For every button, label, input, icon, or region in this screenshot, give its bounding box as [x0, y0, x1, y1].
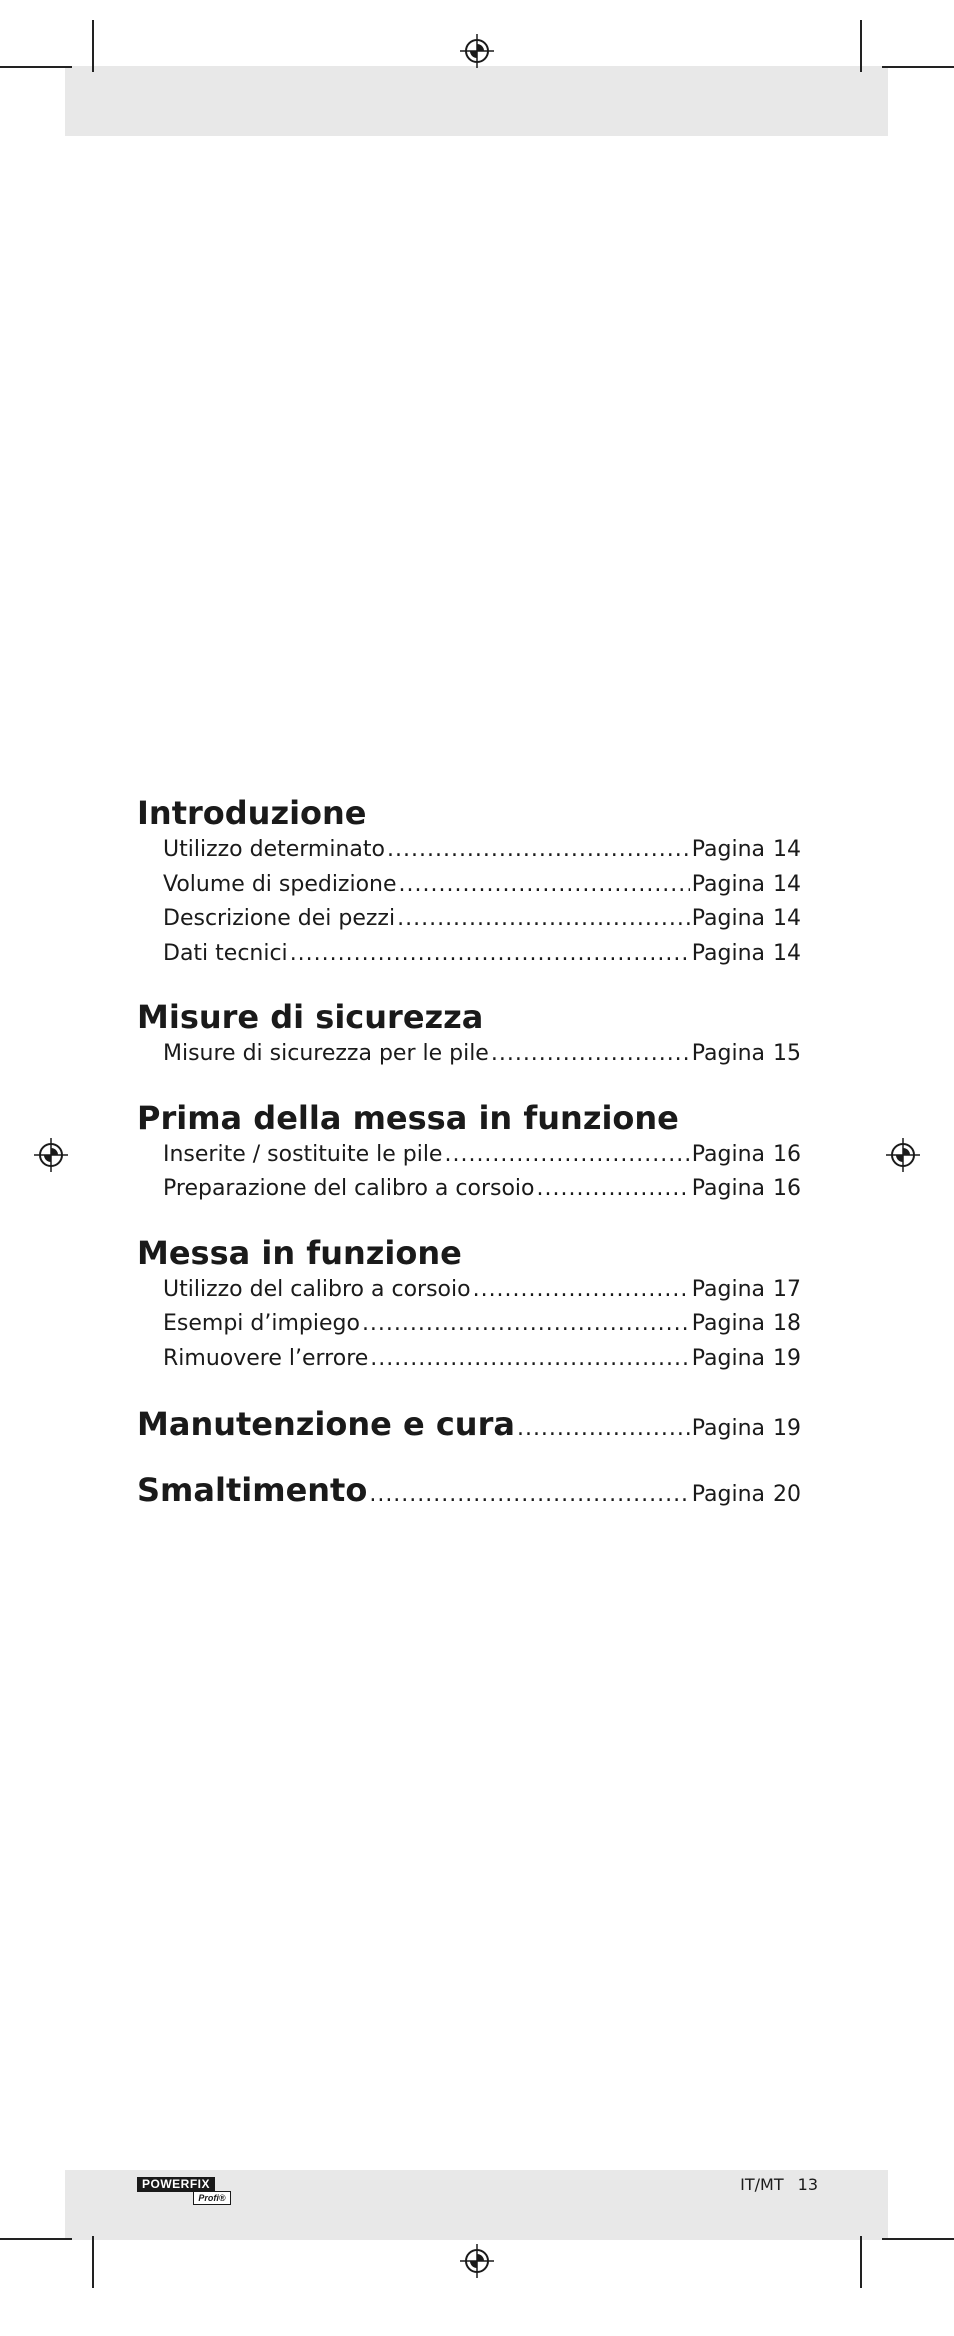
toc-entry[interactable] [163, 902, 801, 937]
leader-dots [473, 1273, 690, 1308]
toc-entry-label: Volume di spedizione [163, 871, 397, 897]
leader-dots [369, 1482, 689, 1507]
registration-mark-icon [886, 1138, 920, 1172]
page-word: Pagina [691, 1276, 765, 1302]
section-title: Prima della messa in funzione [137, 1098, 679, 1137]
table-of-contents [137, 793, 801, 1534]
leader-dots [362, 1307, 690, 1342]
logo-sub-text: Profi® [193, 2191, 231, 2205]
leader-dots [387, 833, 690, 868]
page-number: 20 [773, 1482, 801, 1507]
crop-mark [860, 2236, 862, 2288]
language-code: IT/MT [740, 2175, 784, 2194]
registration-mark-icon [34, 1138, 68, 1172]
footer-page-info [740, 2175, 818, 2194]
logo-main-text: POWERFIX [137, 2177, 215, 2192]
page-word: Pagina [691, 1416, 765, 1441]
section-title: Introduzione [137, 794, 367, 832]
page-number: 16 [773, 1176, 801, 1201]
leader-dots [491, 1037, 690, 1072]
toc-entry[interactable] [163, 1273, 801, 1308]
page-number: 18 [773, 1311, 801, 1336]
crop-mark [882, 2238, 954, 2240]
toc-entry-label: Utilizzo del calibro a corsoio [163, 1276, 471, 1302]
toc-entry-label: Dati tecnici [163, 940, 288, 966]
powerfix-logo [137, 2177, 229, 2205]
page-number: 14 [773, 940, 801, 966]
toc-entry-label: Rimuovere l’errore [163, 1345, 369, 1371]
section-title: Misure di sicurezza [137, 998, 484, 1036]
page-word: Pagina [691, 1176, 765, 1201]
page-number: 14 [773, 837, 801, 862]
toc-entry[interactable] [163, 1138, 801, 1173]
toc-entry-label: Descrizione dei pezzi [163, 906, 396, 931]
page-number: 14 [773, 871, 801, 897]
crop-mark [92, 2236, 94, 2288]
toc-entry[interactable] [163, 868, 801, 903]
toc-entry-label: Utilizzo determinato [163, 837, 385, 862]
header-band [65, 66, 888, 136]
toc-entry-label: Esempi d’impiego [163, 1311, 360, 1336]
toc-entry[interactable] [163, 937, 801, 972]
page-number-footer: 13 [797, 2175, 818, 2194]
page-word: Pagina [691, 1311, 765, 1336]
section-title: Messa in funzione [137, 1233, 462, 1272]
toc-section-prima-della-messa-in-funzione [137, 1098, 801, 1207]
crop-mark [92, 20, 94, 72]
toc-entry-manutenzione-e-cura[interactable] [137, 1402, 801, 1446]
page-number: 19 [773, 1416, 801, 1441]
leader-dots [399, 868, 690, 903]
page-number: 17 [773, 1276, 801, 1302]
toc-section-messa-in-funzione [137, 1233, 801, 1377]
page-word: Pagina [691, 1345, 765, 1371]
page-word: Pagina [691, 1141, 765, 1167]
page-word: Pagina [691, 871, 765, 897]
toc-entry[interactable] [163, 1342, 801, 1377]
leader-dots [397, 902, 690, 937]
leader-dots [517, 1416, 690, 1441]
page-word: Pagina [691, 906, 765, 931]
toc-entry[interactable] [163, 1037, 801, 1072]
toc-entry[interactable] [163, 1307, 801, 1342]
crop-mark [0, 66, 72, 68]
section-title: Smaltimento [137, 1471, 368, 1509]
toc-section-misure-di-sicurezza [137, 997, 801, 1072]
page-word: Pagina [691, 1482, 765, 1507]
toc-entry-label: Misure di sicurezza per le pile [163, 1041, 489, 1066]
leader-dots [290, 937, 690, 972]
leader-dots [444, 1138, 689, 1173]
toc-entry-label: Preparazione del calibro a corsoio [163, 1176, 535, 1201]
page-word: Pagina [691, 837, 765, 862]
crop-mark [0, 2238, 72, 2240]
toc-entry[interactable] [163, 833, 801, 868]
leader-dots [537, 1172, 690, 1207]
page-number: 16 [773, 1141, 801, 1167]
crop-mark [860, 20, 862, 72]
page-number: 19 [773, 1345, 801, 1371]
page-number: 14 [773, 906, 801, 931]
page-word: Pagina [691, 940, 765, 966]
leader-dots [370, 1342, 689, 1377]
toc-entry-smaltimento[interactable] [137, 1468, 801, 1512]
crop-mark [882, 66, 954, 68]
toc-entry-label: Inserite / sostituite le pile [163, 1141, 443, 1167]
section-title: Manutenzione e cura [137, 1405, 515, 1443]
registration-mark-icon [460, 2244, 494, 2278]
toc-section-introduzione [137, 793, 801, 971]
page-number: 15 [773, 1041, 801, 1066]
page-word: Pagina [691, 1041, 765, 1066]
toc-entry[interactable] [163, 1172, 801, 1207]
registration-mark-icon [460, 34, 494, 68]
